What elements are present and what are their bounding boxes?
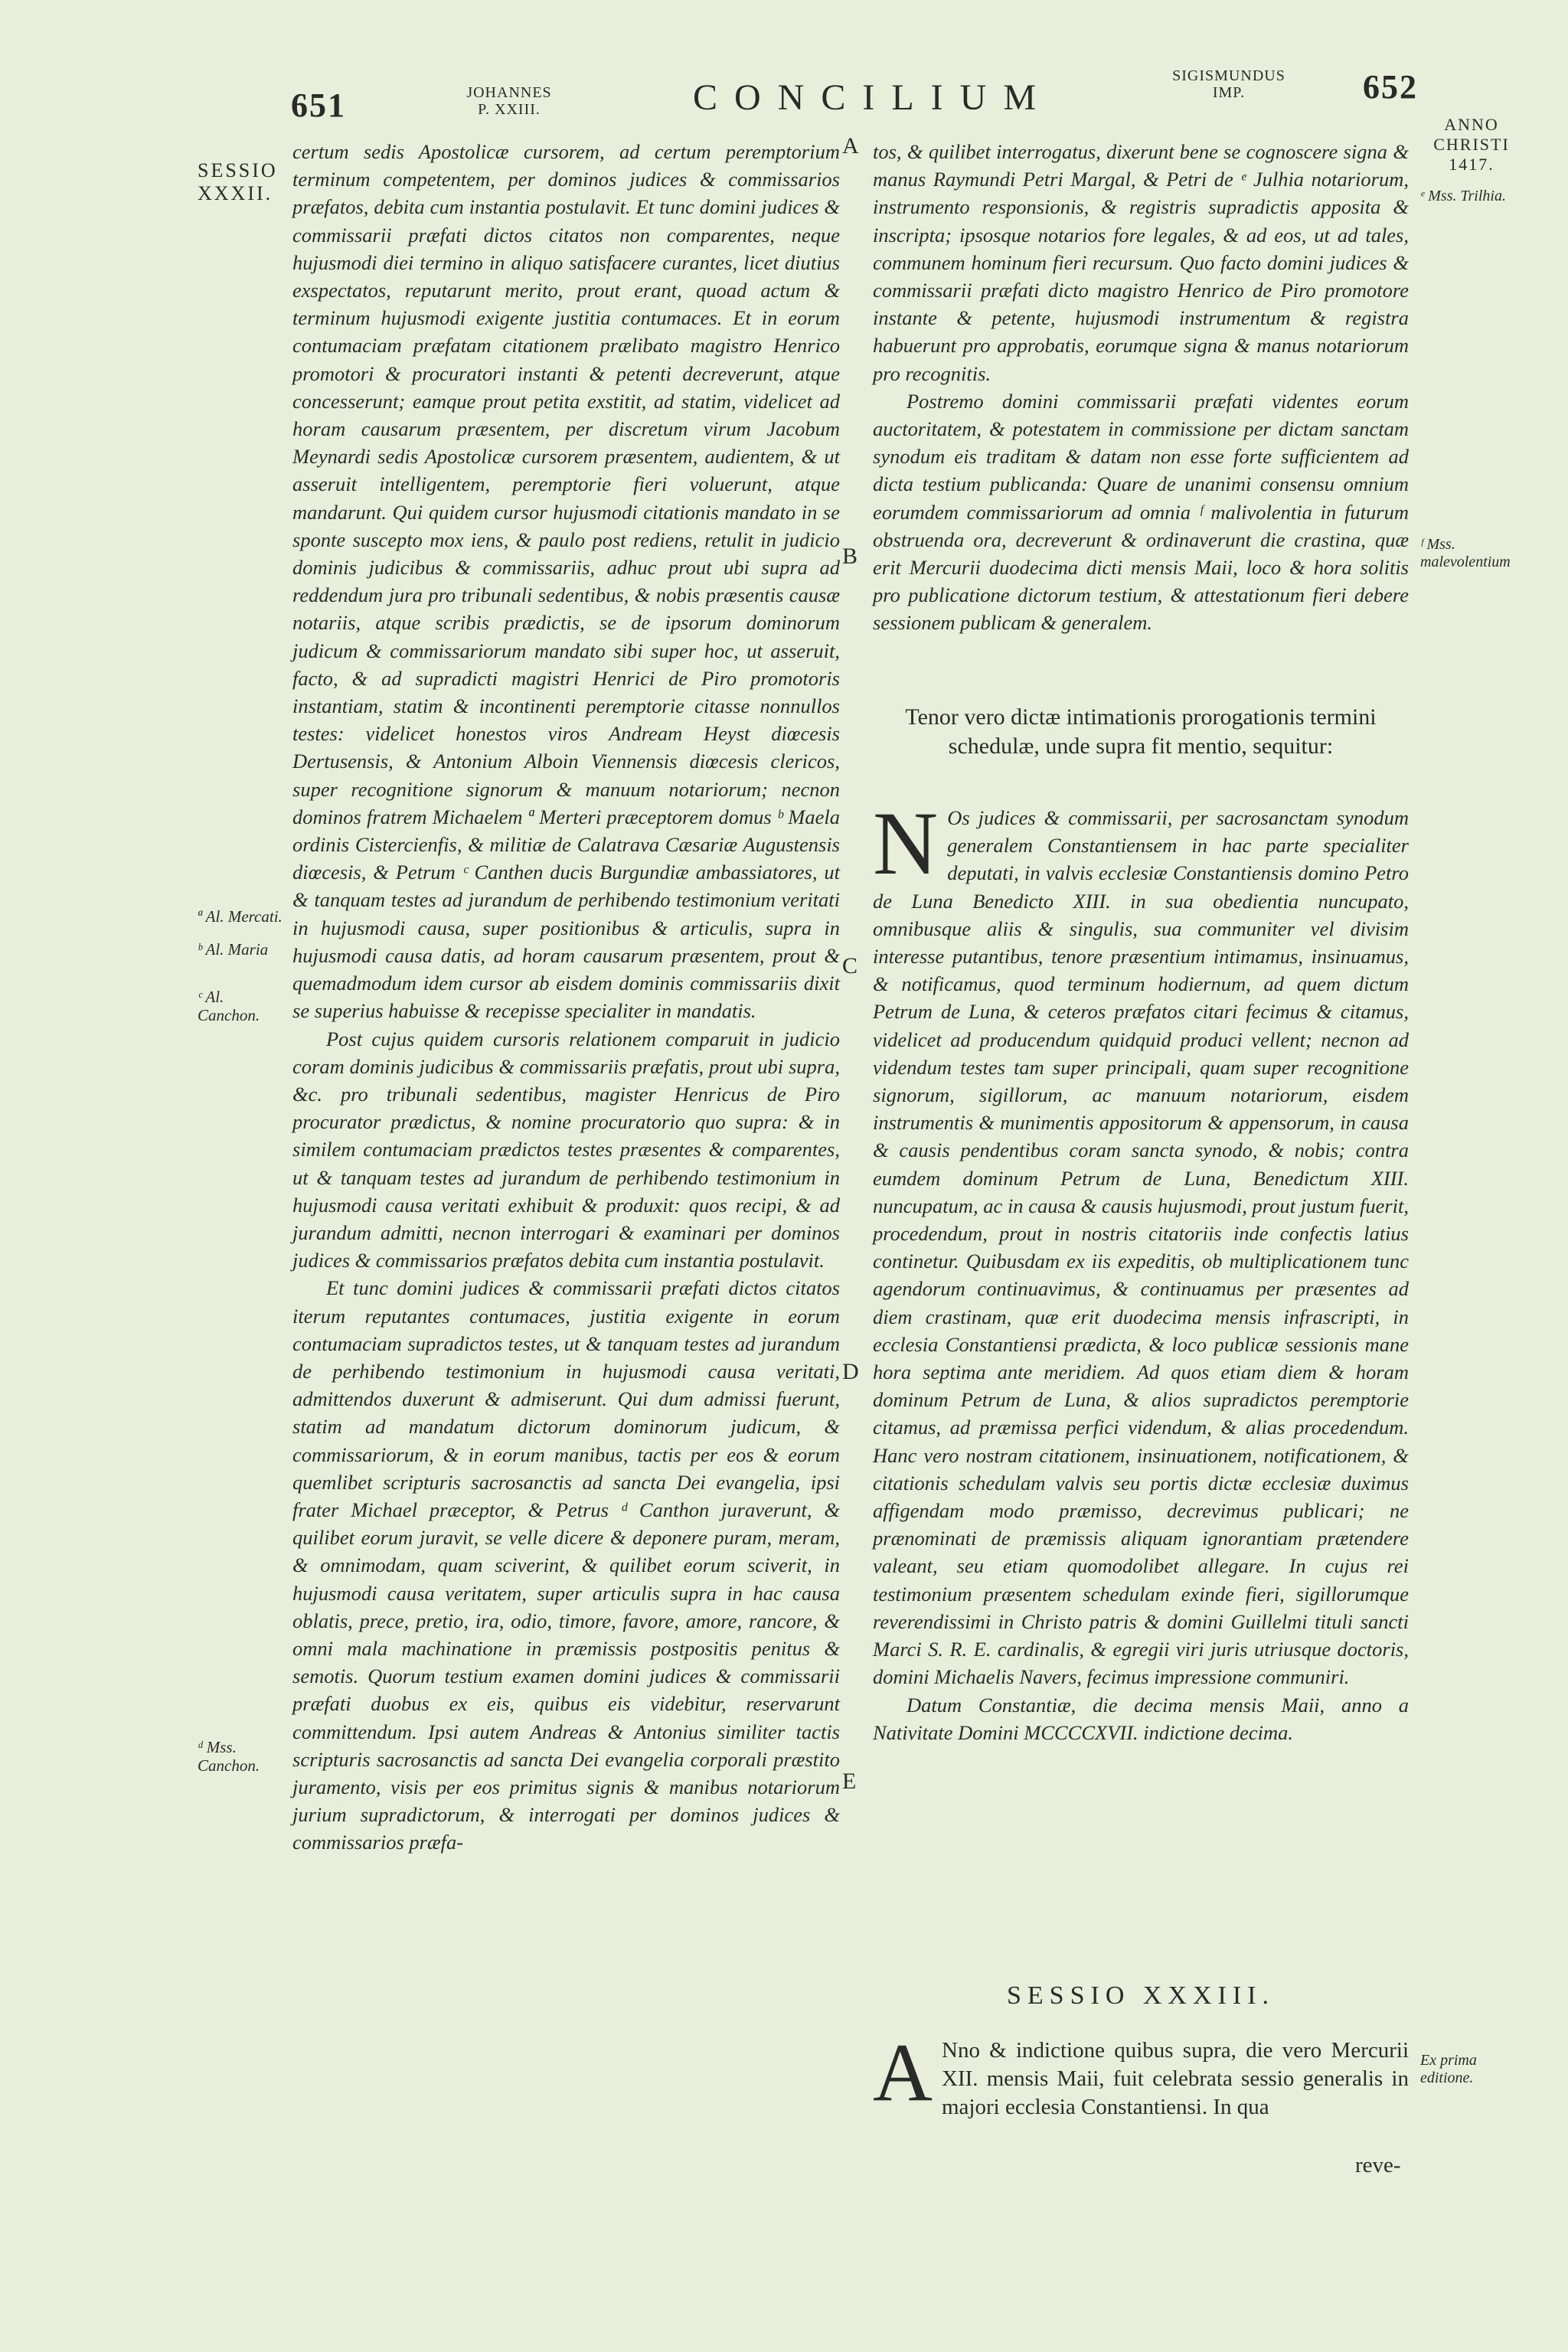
header-pope-name: JOHANNES (466, 84, 552, 101)
margin-note-d: ᵈ Mss. Canchon. (198, 1738, 260, 1775)
header-emperor-title: IMP. (1212, 84, 1246, 101)
margin-note-f: ᶠ Mss. malevolentium (1420, 536, 1511, 570)
header-pope-number: P. XXIII. (478, 101, 541, 118)
section-letter-e: E (842, 1769, 857, 1794)
tenor-heading: Tenor vero dictæ intimationis prorogationis termini schedulæ, unde supra fit mentio, sequitur: (905, 704, 1377, 759)
session-opening-text: Nno & indictione quibus supra, die vero Mercurii XII. mensis Maii, fuit celebrata sessio generalis in majori ecclesia Constantiensi. In qua (942, 2038, 1409, 2119)
session-dropcap: A (873, 2027, 933, 2118)
decree-date: Datum Constantiæ, die decima mensis Maii, anno a Nativitate Domini MCCCCXVII. indictione decima. (873, 1693, 1409, 1744)
header-pope (456, 84, 563, 118)
session-label (198, 159, 278, 205)
session-label-word: SESSIO (198, 159, 278, 181)
section-letter-d: D (842, 1359, 859, 1384)
margin-note-c: ᶜ Al. Canchon. (198, 988, 260, 1024)
margin-note-b: ᵇ Al. Maria (198, 940, 269, 959)
header-emperor-name: SIGISMUNDUS (1172, 67, 1285, 84)
section-letter-c: C (842, 953, 858, 978)
right-paragraph-2: Postremo domini commissarii præfati videntes eorum auctoritatem, & potestatem in commissione per dictam sanctam synodum eis traditam & datam non esse forte sufficientem ad dicta testium publicanda: Quare de unanimi consensu omnium eorumdem commissariorum ad omnia ᶠ malivolentia in futurum obstruenda ora, decreverunt & ordinaverunt die crastina, quæ erit Mercurii duodecima dicti mensis Maii, loco & hora solitis pro publicatione dictorum testium, & attestationum fieri debere sessionem publicam & generalem. (873, 389, 1409, 635)
page-number-left: 651 (291, 87, 346, 124)
header-emperor (1156, 67, 1302, 101)
margin-note-g: Ex prima editione. (1420, 2052, 1477, 2086)
session-heading: SESSIO XXXIII. (1007, 1981, 1275, 2010)
margin-note-a: ª Al. Mercati. (198, 907, 283, 926)
margin-note-e: ᵉ Mss. Trilhia. (1420, 188, 1506, 204)
left-paragraph-3: Et tunc domini judices & commissarii præfati dictos citatos iterum reputantes contumaces, justitia exigente in eorum contumaciam supradictos testes, ut & tanquam testes ad jurandum de perhibendo testimonium in hujusmodi causa veritati, admittendos duxerunt & admiserunt. Qui dum admissi fuerunt, statim ad mandatum dictorum dominorum judicum, & commissariorum, & in eorum manibus, tactis per eos & eorum quemlibet scripturis sacrosanctis ad sancta Dei evangelia, ipsi frater Michael præceptor, & Petrus ᵈ Canthon juraverunt, & quilibet eorum juravit, se velle dicere & deponere puram, meram, & omnimodam, quam sciverint, & quilibet eorum sciverit, in hujusmodi causa veritatem, super articulis supra in hac causa oblatis, prece, pretio, ira, odio, timore, favore, amore, rancore, & omni mala machinatione in præmissis postpositis penitus & semotis. Quorum testium examen domini judices & commissarii præfati duobus ex eis, quibus eis videbitur, reservarunt committendum. Ipsi autem Andreas & Antonius similiter tactis scripturis sacrosanctis ad sancta Dei evangelia corporali præstito juramento, visis per eos primitus signis & manibus notariorum jurium supradictorum, & interrogati per dominos judices & commissarios præfa- (292, 1276, 840, 1854)
decree-text: Os judices & commissarii, per sacrosanctam synodum generalem Constantiensem in hac parte specialiter deputati, in valvis ecclesiæ Constantiensis domino Petro de Luna Benedicto XIII. in sua obedientia nuncupato, omnibusque aliis & singulis, sua communiter vel divisim interesse putantibus, tenore præsentium intimamus, insinuamus, & notificamus, quod terminum hodiernum, ad quem dictum Petrum de Luna, & ceteros præfatos citari fecimus & citamus, videlicet ad producendum quidquid produci vellent; necnon ad videndum testes tam super principali, quam super recognitione signorum, sigillorum, ac manuum notariorum, eisdem instrumentis & munimentis appositorum & appensorum, in causa & causis pendentibus coram sancta synodo, & nobis; contra eumdem dominum Petrum de Luna, Benedictum XIII. nuncupatum, ac in causa & causis hujusmodi, prout justum fuerit, procedendum, prout in nostris citatoriis inde confectis latius continetur. Quibusdam ex iis expeditis, ob multiplicationem tunc agendorum continuavimus, & continuamus per præsentes ad diem crastinam, quæ erit duodecima mensis infrascripti, in ecclesia Constantiensi prædicta, & loco publicæ sessionis mane hora septima ante meridiem. Ad quos etiam diem & horam dominum Petrum de Luna, & alios supradictos peremptorie citamus, ad præmissa perfici videndum, & alias procedendum. Hanc vero nostram citationem, insinuationem, notificationem, & citationis schedulam valvis seu portis dictæ ecclesiæ duximus affigendam modo præmisso, decrevimus publicari; ne prænominati de præmissis aliquam ignorantiam prætendere valeant, seu etiam quomodolibet allegare. In cujus rei testimonium præsentem schedulam exinde fieri, sigillorumque reverendissimi in Christo patris & domini Guillelmi tituli sancti Marci S. R. E. cardinalis, & egregii viri juris utriusque doctoris, domini Michaelis Navers, fecimus impressione communiri. (873, 806, 1409, 1689)
left-paragraph-1: certum sedis Apostolicæ cursorem, ad certum peremptorium terminum competentem, per dominos judices & commissarios præfatos, debita cum instantia postulavit. Et tunc domini judices & commissarii præfati dictos citatos non comparentes, neque hujusmodi diei termino in aliquo satisfacere curantes, licet diutius exspectatos, reputarunt merito, prout erant, quoad actum & terminum hujusmodi exigente justitia contumaces. Et in eorum contumaciam præfatam citationem prælibato magistro Henrico promotori & procuratori instanti & petenti decreverunt, atque concesserunt; eamque prout petita exstitit, ad statim, videlicet ad horam causarum præsentem, per discretum virum Jacobum Meynardi sedis Apostolicæ cursorem præsentem, audientem, & ut asseruit intelligentem, peremptorie fieri voluerunt, atque mandarunt. Qui quidem cursor hujusmodi citationis mandato in se sponte suscepto mox iens, & paulo post rediens, retulit in judicio dominis judicibus & commissariis, adhuc prout ubi supra ad reddendum jura pro tribunali sedentibus, & nobis præsentis causæ notariis, atque scribis prædictis, se de ipsorum dominorum judicum & commissariorum mandato sibi super hoc, ut asseruit, facto, & ad supradicti magistri Henrici de Piro promotoris instantiam, statim & incontinenti peremptorie citasse nonnullos testes: videlicet honestos viros Andream Heyst diœcesis Dertusensis, & Antonium Alboin Viennensis diœcesis clericos, super recognitione signorum & manuum notariorum; necnon dominos fratrem Michaelem ª Merteri præceptorem domus ᵇ Maela ordinis Cistercienfis, & militiæ de Calatrava Cæsariæ Augustensis diœcesis, & Petrum ᶜ Canthen ducis Burgundiæ ambassiatores, ut & tanquam testes ad jurandum de perhibendo testimonium veritati in hujusmodi causa, super positionibus & articulis, supra in hujusmodi causa datis, ad horam causarum præsentem, prout & quemadmodum idem cursor ab eisdem dominis commissariis dixit se superius habuisse & recepisse specialiter in mandatis. (292, 140, 840, 1023)
year-note (1426, 115, 1517, 175)
right-column-upper (873, 138, 1409, 637)
catchword: reve- (1355, 2153, 1401, 2177)
page-number-right: 652 (1363, 68, 1418, 106)
left-paragraph-2: Post cujus quidem cursoris relationem comparuit in judicio coram dominis judicibus & commissariis præfatis, prout ubi supra, &c. pro tribunali sedentibus, magister Henricus de Piro procurator prædictus, & nomine procuratorio quo supra: & in similem contumaciam prædictos testes præsentes & comparentes, ut & tanquam testes ad jurandum de perhibendo testimonium in hujusmodi causa veritati exhibuit & produxit: quos recipi, & ad jurandum admitti, necnon interrogari & examinari per dominos judices & commissarios præfatos debita cum instantia postulavit. (292, 1027, 840, 1272)
decree-block (873, 793, 1409, 1746)
running-title: CONCILIUM (693, 77, 1053, 118)
decree-dropcap: N (873, 793, 939, 893)
session-label-number: XXXII. (198, 182, 273, 204)
session-opening (873, 2027, 1409, 2122)
section-letter-a: A (842, 133, 859, 158)
year-note-christi: CHRISTI (1433, 135, 1510, 154)
left-column (292, 138, 840, 1857)
year-note-anno: ANNO (1444, 115, 1499, 134)
year-note-year: 1417. (1449, 155, 1494, 174)
section-letter-b: B (842, 544, 858, 569)
right-paragraph-1: tos, & quilibet interrogatus, dixerunt bene se cognoscere signa & manus Raymundi Petri Margal, & Petri de ᵉ Julhia notariorum, instrumento responsionis, & registris supradictis apposita & inscripta; ipsosque notarios fore legales, & ad eos, ut ad tales, communem hominum fieri recursum. Quo facto domini judices & commissarii præfati dicto magistro Henrico de Piro promotore instante & petente, hujusmodi instrumentum & registra habuerunt pro approbatis, eorumque signa & manus notariorum pro recognitis. (873, 140, 1409, 385)
